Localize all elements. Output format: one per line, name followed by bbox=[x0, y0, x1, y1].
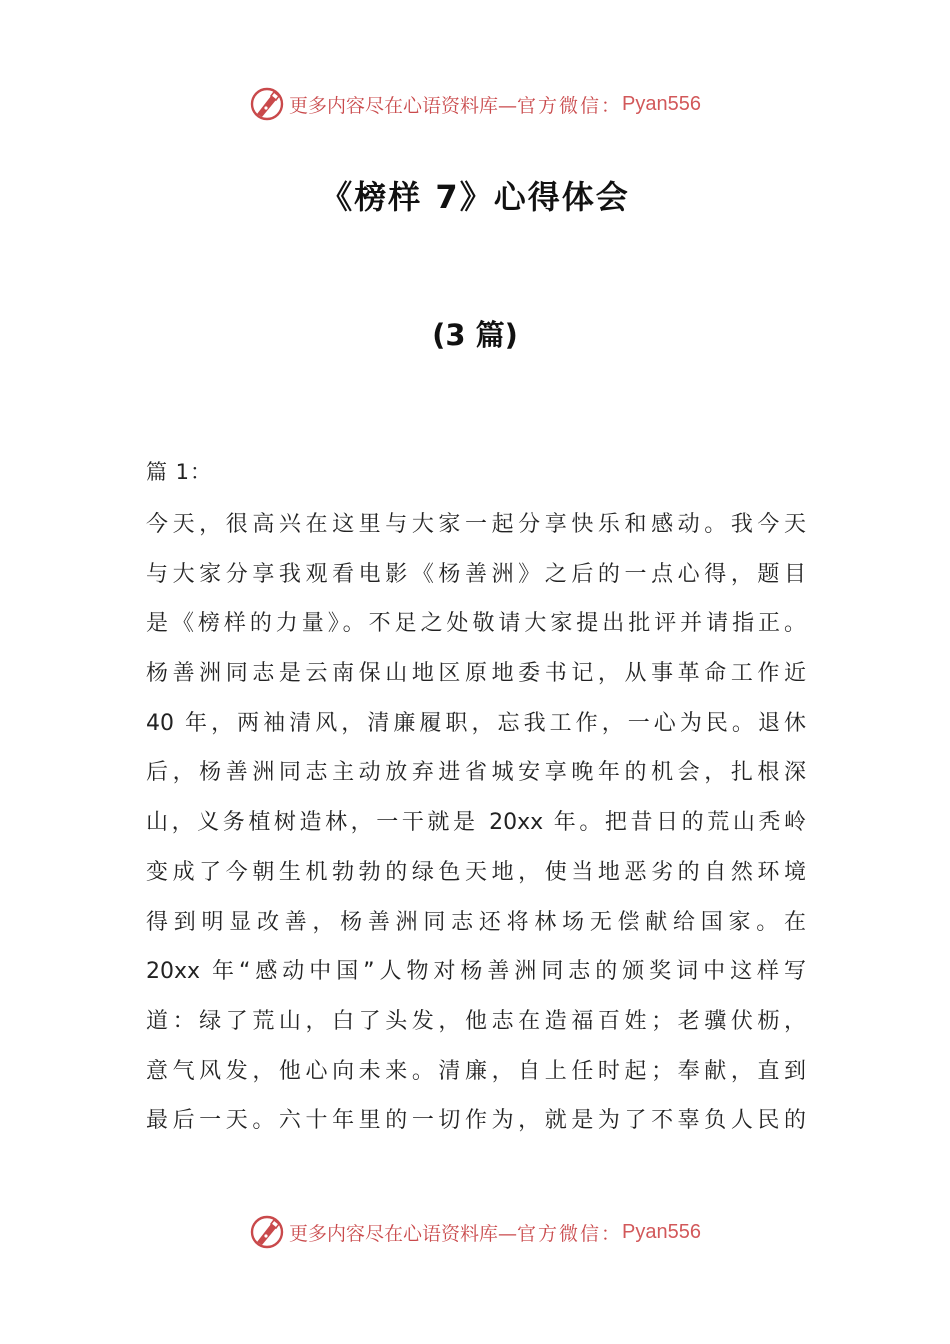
document-subtitle: (3 篇) bbox=[432, 318, 518, 352]
wechat-id: Pyan556 bbox=[622, 1220, 701, 1243]
text-line: 今天，很高兴在这里与大家一起分享快乐和感动。我今天 bbox=[146, 512, 806, 537]
pen-nib-logo-icon bbox=[249, 86, 285, 122]
text-line: 后，杨善洲同志主动放弃进省城安享晚年的机会，扎根深 bbox=[146, 760, 806, 786]
body-paragraph bbox=[146, 500, 806, 1146]
pen-nib-logo-icon bbox=[249, 1214, 285, 1250]
text-line: 最后一天。六十年里的一切作为，就是为了不辜负人民的 bbox=[146, 1108, 806, 1134]
header-watermark bbox=[0, 84, 950, 124]
document-title: 《榜样 7》心得体会 bbox=[320, 178, 630, 216]
text-line: 杨善洲同志是云南保山地区原地委书记，从事革命工作近 bbox=[146, 661, 806, 687]
text-line: 是《榜样的力量》。不足之处敬请大家提出批评并请指正。 bbox=[146, 611, 806, 637]
watermark-text: 更多内容尽在心语资料库— bbox=[289, 1222, 518, 1245]
wechat-label: 官方微信： bbox=[517, 94, 623, 117]
text-line: 40 年，两袖清风，清廉履职，忘我工作，一心为民。退休 bbox=[146, 710, 806, 736]
wechat-label: 官方微信： bbox=[517, 1222, 623, 1245]
text-line: 道：绿了荒山，白了头发，他志在造福百姓；老骥伏枥， bbox=[146, 1008, 806, 1034]
footer-watermark bbox=[0, 1212, 950, 1252]
text-line: 得到明显改善，杨善洲同志还将林场无偿献给国家。在 bbox=[146, 909, 806, 935]
text-line: 山，义务植树造林，一干就是 20xx 年。把昔日的荒山秃岭 bbox=[146, 810, 806, 836]
watermark-text: 更多内容尽在心语资料库— bbox=[289, 94, 518, 117]
section-label: 篇 1： bbox=[146, 460, 213, 484]
text-line: 与大家分享我观看电影《杨善洲》之后的一点心得，题目 bbox=[146, 561, 806, 587]
text-line: 20xx 年“感动中国”人物对杨善洲同志的颁奖词中这样写 bbox=[146, 959, 806, 985]
wechat-id: Pyan556 bbox=[622, 92, 701, 115]
text-line: 变成了今朝生机勃勃的绿色天地，使当地恶劣的自然环境 bbox=[146, 859, 806, 885]
text-line: 意气风发，他心向未来。清廉，自上任时起；奉献，直到 bbox=[146, 1058, 806, 1084]
